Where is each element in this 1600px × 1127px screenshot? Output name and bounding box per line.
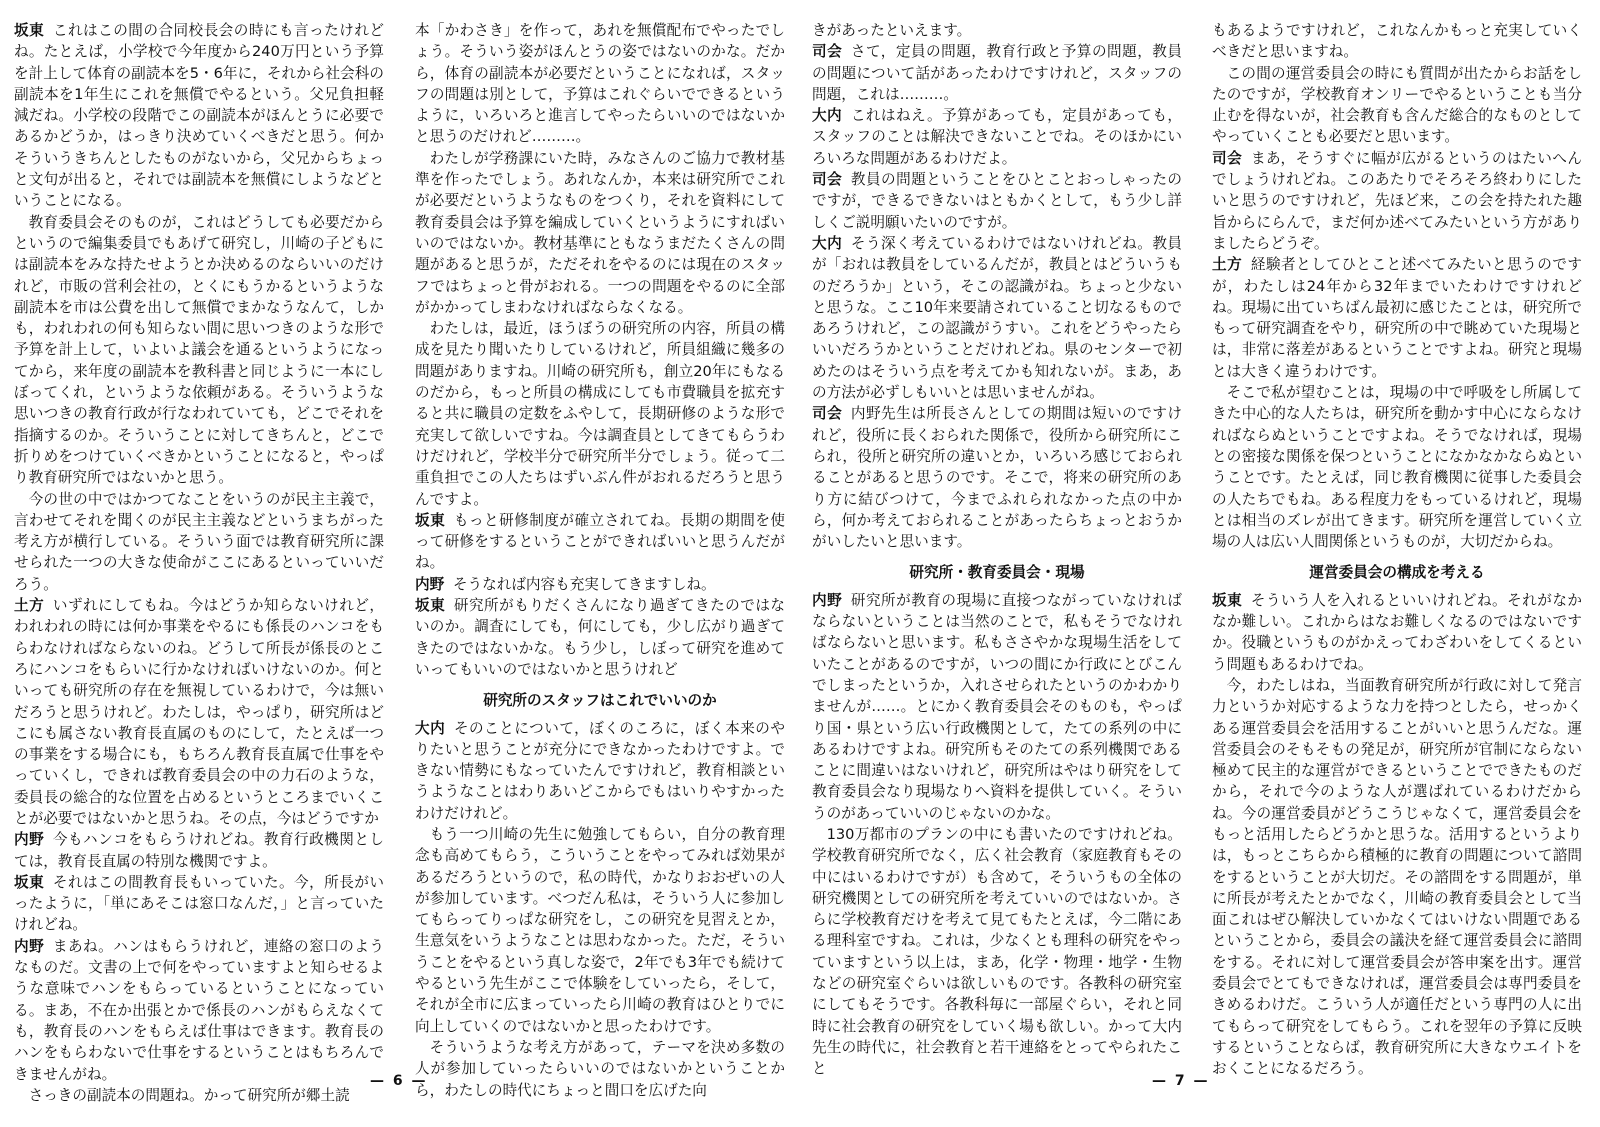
speaker-name: 坂東 — [1212, 591, 1243, 609]
speaker-name: 大内 — [812, 107, 843, 125]
speaker-name: 大内 — [415, 719, 446, 737]
paragraph-text: いずれにしてもね。今はどうか知らないけれど，われわれの時には何か事業をやるにも係長のハンコをもらわなければならないのね。どうして所長が係長のところにハンコをもらいに行かなければいけないのか。何といっても研究所の存在を無視しているわけで，今は無いだろうと思うけれど。わたしは，やっぱり，研究所はどこにも属さない教育長直属のものにして，たとえば一つの事業をする場合にも，もちろん教育長直属で仕事をやっていくし，できれば教育委員会の中の力石のような，委員長の総合的な位置を占めるというところまでいくことが必要ではないかと思うね。その点，今はどうですか — [14, 597, 384, 827]
page-number-left: — 6 — — [370, 1073, 428, 1089]
speaker-paragraph — [415, 574, 785, 595]
speaker-paragraph — [1212, 590, 1582, 675]
paragraph-text: 教員の問題ということをひとことおっしゃったのですが，できるできないはともかくとして，もう少し詳しくご説明願いたいのですが。 — [812, 171, 1182, 231]
paragraph — [1212, 382, 1582, 552]
paragraph-text: わたしが学務課にいた時，みなさんのご協力で教材基準を作ったでしょう。あれなんか，本来は研究所でこれが必要だというようなものをつくり，それを資料にして教育委員会は予算を編成していくというようにすればいいのではないか。教材基準にともなうまだたくさんの問題があると思うが，ただそれをやるのには現在のスタッフではちょっと骨がおれる。一つの問題をやるのに全部がかかってしまわなければならなくなる。 — [415, 149, 785, 316]
speaker-name: 司会 — [812, 405, 843, 423]
paragraph-text: もう一つ川崎の先生に勉強してもらい，自分の教育理念も高めてもらう，こういうことをやってみれば効果があるだろうというので，私の時代，かなりおおぜいの人が参加しています。べつだん私は，そういう人に参加してもらってりっぱな研究をし，この研究を見習えとか，生意気をいうようなことは思わなかった。ただ，そういうことをやるという真しな姿で，2年でも3年でも続けてやるという先生がここで体験をしていったら，そして，それが全市に広まっていったら川崎の教育はひとりでに向上していくのではないかと思ったわけです。 — [415, 825, 785, 1035]
paragraph-text: この間の運営委員会の時にも質問が出たからお話をしたのですが，学校教育オンリーでやるということも当分止むを得ないが，社会教育も含んだ総合的なものとしてやっていくことも必要だと思います。 — [1212, 64, 1582, 146]
speaker-paragraph — [14, 20, 384, 212]
speaker-paragraph — [415, 595, 785, 680]
speaker-paragraph — [14, 872, 384, 936]
speaker-paragraph — [812, 41, 1182, 105]
speaker-name: 土方 — [14, 597, 45, 615]
speaker-paragraph — [812, 403, 1182, 552]
speaker-paragraph — [1212, 254, 1582, 382]
paragraph-text: 今，わたしはね，当面教育研究所が行政に対して発言力というか対応するような力を持つとしたら，せっかくある運営委員会を活用することがいいと思うんだな。運営委員会のそもそもの発足が，研究所が官制にならない極めて民主的な運営ができるということでできたものだから，それで今のような人が選ばれているわけだからね。今の運営委員がどうこうじゃなくて，運営委員会をもっと活用したらどうかと思うな。活用するというよりは，もっとこちらから積極的に教育の問題について諮問をするということが大切だ。その諮問をする問題が，単に所長が考えたとかでなく，川崎の教育委員会として当面これはぜひ解決していかなくてはいけない問題であるということから，委員会の議決を経て運営委員会に諮問をする。それに対して運営委員会が答申案を出す。運営委員会でとてもできなければ，運営委員会は専門委員をきめるわけだ。こういう人が適任だという専門の人に出てもらって研究をしてもらう。これを翌年の予算に反映するということならば，教育研究所に大きなウエイトをおくことになるだろう。 — [1212, 676, 1582, 1078]
paragraph-text: さて，定員の問題，教育行政と予算の問題，教員の問題について話があったわけですけれど，スタッフの問題，これは………。 — [812, 43, 1182, 103]
paragraph — [812, 824, 1182, 1080]
speaker-name: 土方 — [1212, 256, 1243, 274]
paragraph-text: もっと研修制度が確立されてね。長期の期間を使って研修をするということができればいいと思うんだがね。 — [415, 511, 785, 572]
paragraph — [415, 20, 785, 148]
speaker-paragraph — [14, 829, 384, 872]
speaker-paragraph — [14, 595, 384, 829]
speaker-paragraph — [415, 718, 785, 824]
speaker-paragraph — [1212, 148, 1582, 254]
paragraph — [14, 212, 384, 489]
page-number-right: — 7 — — [1152, 1073, 1210, 1089]
speaker-name: 坂東 — [415, 511, 446, 529]
paragraph-text: まあ，そうすぐに幅が広がるというのはたいへんでしょうけれどね。このあたりでそろそろ終わりにしたいと思うのですけれど，先ほど来，この会を持たれた趣旨からにらんで，まだ何か述べてみたいという方がありましたらどうぞ。 — [1212, 149, 1582, 252]
speaker-name: 司会 — [812, 43, 843, 61]
paragraph-text: 研究所がもりだくさんになり過ぎてきたのではないのか。調査にしても，何にしても，少し広がり過ぎてきたのではないかな。もう少し，しぼって研究を進めていってもいいのではないかと思うけれど — [415, 597, 785, 678]
paragraph-text: 内野先生は所長さんとしての期間は短いのですけれど，役所に長くおられた関係で，役所から研究所にこられ，役所と研究所の違いとか，いろいろ感じておられることがあると思うのです。そこで，将来の研究所のあり方に結びつけて，今までふれられなかった点の中から，何か考えておられることがあったらちょっとおうかがいしたいと思います。 — [812, 405, 1182, 551]
speaker-paragraph — [812, 233, 1182, 403]
paragraph-text: そういう人を入れるといいけれどね。それがなかなか難しい。これからはなお難しくなるのではないですか。役職というものがかえってわざわいをしてくるという問題もあるわけでね。 — [1212, 591, 1582, 673]
paragraph — [1212, 63, 1582, 148]
speaker-paragraph — [415, 510, 785, 574]
paragraph-text: 今の世の中ではかつてなことをいうのが民主主義で，言わせてそれを聞くのが民主主義などというまちがった考え方が横行している。そういう面では教育研究所に課せられた一つの大きな使命がここにあるといっていいだろう。 — [14, 490, 384, 593]
speaker-name: 内野 — [14, 937, 45, 955]
speaker-name: 大内 — [812, 234, 843, 252]
paragraph-text: それはこの間教育長もいっていた。今，所長がいったように，「単にあそこは窓口なんだ，」と言っていたけれどね。 — [14, 873, 384, 934]
paragraph — [415, 148, 785, 318]
paragraph — [415, 1037, 785, 1101]
paragraph — [812, 20, 1182, 41]
paragraph-text: わたしは，最近，ほうぼうの研究所の内容，所員の構成を見たり聞いたりしているけれど，所員組織に幾多の問題がありますね。川崎の研究所も，創立20年にもなるのだから，もっと所員の構成にしても市費職員を拡充すると共に職員の定数をふやして，長期研修のような形で充実して欲しいですね。今は調査員としてきてもらうわけだけれど，学校半分で研究所半分でしょう。従って二重負担でこの人たちはずいぶん件がおれるだろうと思うんですよ。 — [415, 320, 785, 508]
paragraph-text: そうなれば内容も充実してきますしね。 — [452, 575, 716, 593]
paragraph — [14, 1085, 384, 1106]
speaker-name: 司会 — [1212, 149, 1243, 167]
speaker-name: 司会 — [812, 171, 843, 189]
paragraph-text: これはねえ。予算があっても，定員があっても，スタッフのことは解決できないことでね。そのほかにいろいろな問題があるわけだよ。 — [812, 107, 1182, 167]
paragraph-text: きがあったといえます。 — [812, 22, 972, 39]
page-gutter — [800, 0, 801, 1127]
speaker-paragraph — [812, 105, 1182, 169]
paragraph-text: そのことについて，ぼくのころに，ぼく本来のやりたいと思うことが充分にできなかったわけですよ。できない情勢にもなっていたんですけれど，教育相談というようなことはわりあいどこからでもはいりやすかったわけだけれど。 — [415, 719, 785, 822]
speaker-name: 内野 — [812, 591, 843, 609]
speaker-paragraph — [812, 590, 1182, 824]
paragraph-text: 130万都市のプランの中にも書いたのですけれどね。学校教育研究所でなく，広く社会教育（家庭教育もその中にはいるわけですが）も含めて，そういうもの全体の研究機関としての研究所を考えていいのではないか。さらに学校教育だけを考えて見てもたとえば，今二階にある理科室ですね。これは，少なくとも理科の研究をやっていますという以上は，まあ，化学・物理・地学・生物などの研究室ぐらいは欲しいものです。各教科の研究室にしてもそうです。各教科毎に一部屋ぐらい，それと同時に社会教育の研究をしていく場も欲しい。かって大内先生の時代に，社会教育と若干連絡をとってやられたこと — [812, 825, 1182, 1078]
paragraph — [1212, 675, 1582, 1080]
paragraph-text: もあるようですけれど，これなんかもっと充実していくべきだと思いますね。 — [1212, 22, 1582, 61]
speaker-name: 坂東 — [14, 22, 45, 39]
section-heading: 運営委員会の構成を考える — [1309, 564, 1485, 582]
paragraph-text: さっきの副読本の問題ね。かって研究所が郷土読 — [28, 1086, 350, 1104]
paragraph — [14, 489, 384, 595]
paragraph — [415, 824, 785, 1037]
paragraph-text: そう深く考えているわけではないけれどね。教員が「おれは教員をしているんだが，教員とはどういうものだろうか」という，そこの認識がね。ちょっと少ないと思うな。ここ10年来要請されていること切なるものであろうけれど，この認識がうすい。これをどうやったらいいだろうかということだけれどね。県のセンターで初めたのはそういう点を考えてかも知れないが。まあ，あの方法が必ずしもいいとは思いませんがね。 — [812, 234, 1182, 402]
section-heading: 研究所のスタッフはこれでいいのか — [483, 692, 717, 710]
paragraph-text: そこで私が望むことは，現場の中で呼吸をし所属してきた中心的な人たちは，研究所を動かす中心にならなければならぬということですよね。そうでなければ，現場との密接な関係を保つということになかなかならぬということです。たとえば，同じ教育機関に従事した委員会の人たちでもね。ある程度力をもっているけれど，現場とは相当のズレが出てきます。研究所を運営していく立場の人は広い人間関係というものが，大切だからね。 — [1212, 384, 1582, 551]
column-3 — [812, 20, 1182, 1078]
paragraph-text: 経験者としてひとこと述べてみたいと思うのですが，わたしは24年から32年までいたわけですけれどね。現場に出ていちばん最初に感じたことは，研究所でもって研究調査をやり，研究所の中で眺めていた現場とは，非常に落差があるということですよね。研究と現場とは大きく違うわけです。 — [1212, 256, 1582, 380]
paragraph-text: 本「かわさき」を作って，あれを無償配布でやったでしょう。そういう姿がほんとうの姿ではないのかな。だから，体育の副読本が必要だということになれば，スタッフの問題は別として，予算はこれぐらいでできるというように，いろいろと進言してやったらいいのではないかと思うのだけれど………。 — [415, 22, 785, 146]
paragraph-text: 教育委員会そのものが，これはどうしても必要だからというので編集委員でもあげて研究し，川崎の子どもには副読本をみな持たせようとか決めるのならいいのだけれど，市販の営利会社の，とくにもうかるというような副読本を市は公費を出して無償でまかなうなんて，しかも，われわれの何も知らない間に思いつきのような形で予算を計上して，いよいよ議会を通るというようになってから，来年度の副読本を教科書と同じように一本にしぼってくれ，というような依頼がある。そういうような思いつきの教育行政が行なわれていても，どこでそれを指摘するのか。そういうことに対してきちんと，どこで折りめをつけていくべきかということになると，やっぱり教育研究所ではないかと思う。 — [14, 213, 384, 487]
speaker-paragraph — [812, 169, 1182, 233]
column-2 — [415, 20, 785, 1099]
paragraph-text: まあね。ハンはもらうけれど，連絡の窓口のようなものだ。文書の上で何をやっていますよと知らせるような意味でハンをもらっているということになっている。まあ，不在か出張とかで係長のハンがもらえなくても，教育長のハンをもらえば仕事はできます。教育長のハンをもらわないで仕事をするということはもちろんできませんがね。 — [14, 937, 384, 1083]
speaker-name: 坂東 — [415, 597, 446, 615]
paragraph-text: これはこの間の合同校長会の時にも言ったけれどね。たとえば，小学校で今年度から240万円という予算を計上して体育の副読本を5・6年に，それから社会科の副読本を1年生にこれを無償でやるという。父兄負担軽減だね。小学校の段階でこの副読本がほんとうに必要であるかどうか，はっきり決めていくべきだと思う。何かそういうきちんとしたものがないから，父兄からちょっと文句が出ると，それでは副読本を無償にしようなどということになる。 — [14, 22, 384, 210]
paragraph — [1212, 20, 1582, 63]
speaker-name: 内野 — [14, 831, 45, 849]
speaker-paragraph — [14, 936, 384, 1085]
section-heading: 研究所・教育委員会・現場 — [909, 564, 1085, 582]
paragraph — [415, 318, 785, 510]
paragraph-text: そういうような考え方があって，テーマを決め多数の人が参加していったらいいのではないかということから，わたしの時代にちょっと間口を広げた向 — [415, 1038, 785, 1099]
paragraph-text: 研究所が教育の現場に直接つながっていなければならないということは当然のことで，私もそうでなければならないと思います。私もささやかな現場生活をしていたことがあるのですが，いつの間にか行政にとびこんでしまったというか，入れさせられたというのかわかりませんが……。とにかく教育委員会そのものも，やっぱり国・県という広い行政機関として，たての系列の中にあるわけですよね。研究所もそのたての系列機関であることに間違いはないけれど，研究所はやはり研究をして教育委員会なり現場なりへ資料を提供していく。そういうのがあっていいのじゃないのかな。 — [812, 591, 1182, 822]
paragraph-text: 今もハンコをもらうけれどね。教育行政機関としては，教育長直属の特別な機関ですよ。 — [14, 831, 384, 870]
speaker-name: 内野 — [415, 575, 445, 593]
column-4 — [1212, 20, 1582, 1078]
speaker-name: 坂東 — [14, 873, 45, 891]
column-1 — [14, 20, 384, 1104]
